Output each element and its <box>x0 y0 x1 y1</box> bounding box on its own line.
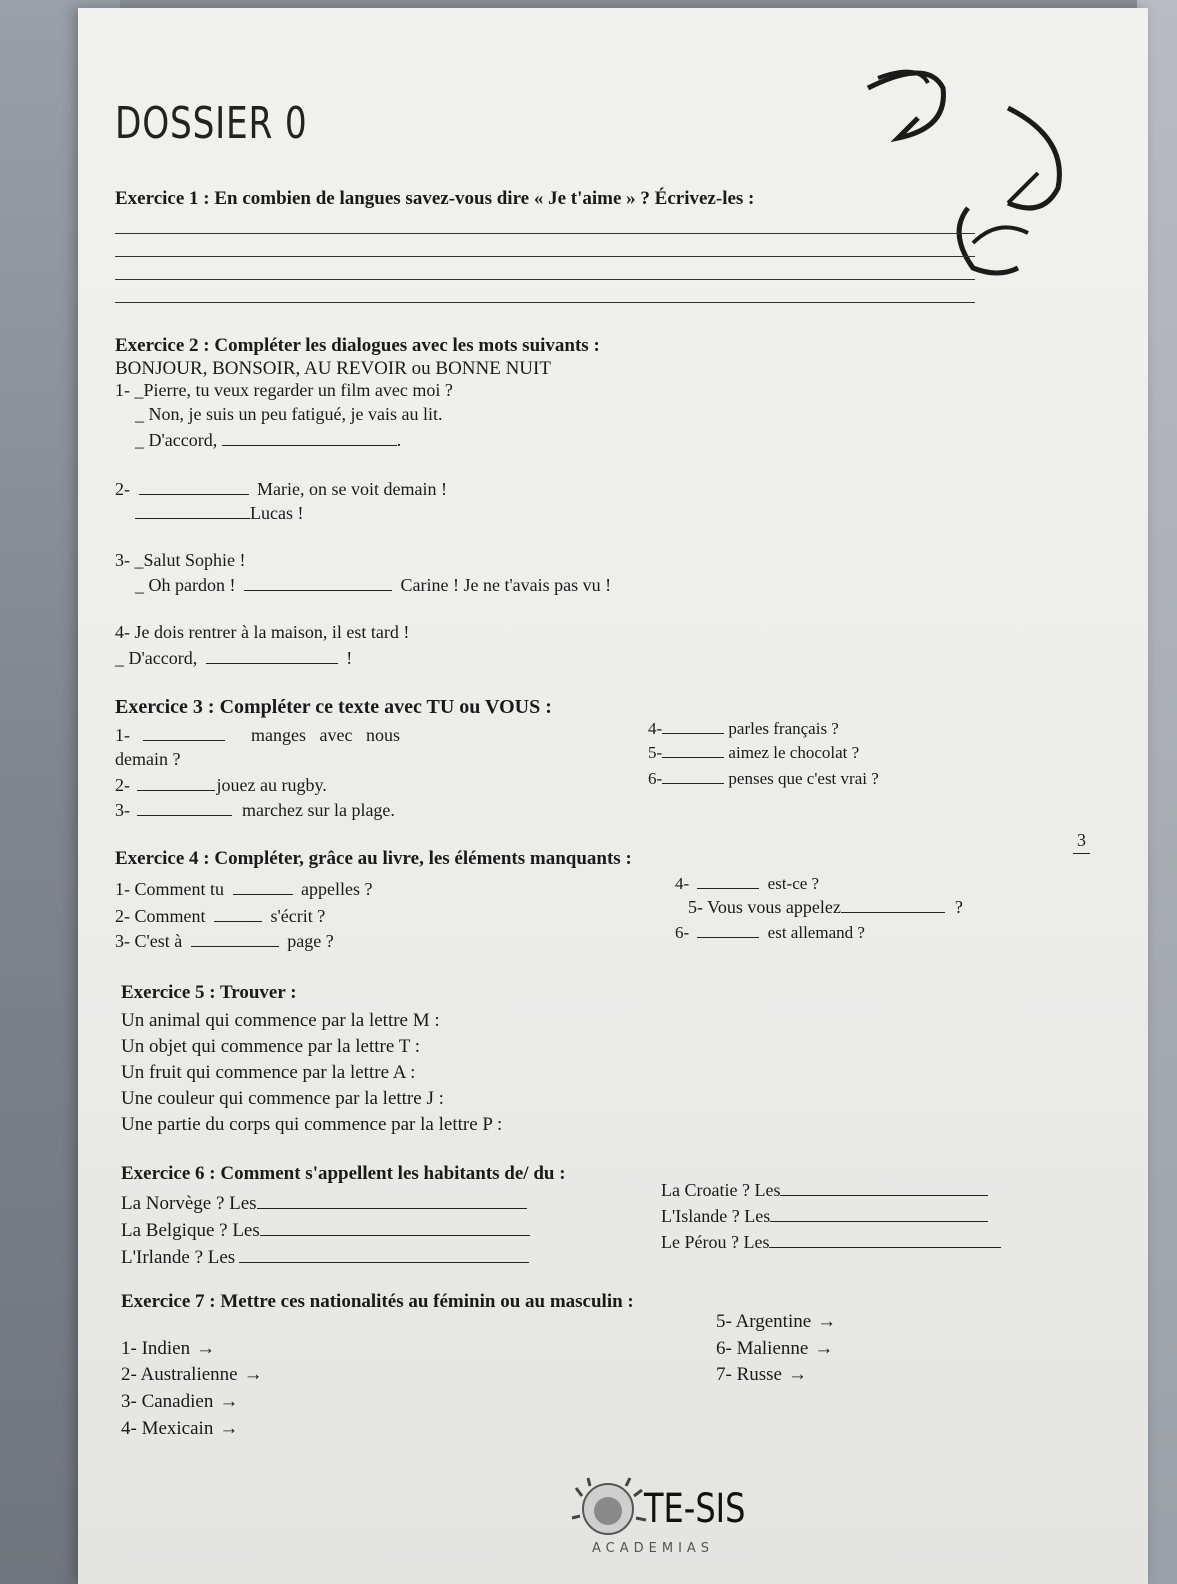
arrow-right-icon: → <box>817 1311 837 1332</box>
ex2-blank-4[interactable] <box>244 574 392 591</box>
ex7-left-4-text: 4- Mexicain <box>121 1418 214 1439</box>
ex5-item-2: Un objet qui commence par la lettre T : <box>121 1036 420 1057</box>
ex4-item-6-text: est allemand ? <box>767 923 865 942</box>
ex6-blank-left-3[interactable] <box>239 1246 529 1263</box>
ex4-item-4 <box>675 872 819 894</box>
ex4-item-3-end: page ? <box>287 931 334 951</box>
ex4-item-4-text: est-ce ? <box>767 874 820 893</box>
ex7-right-3 <box>716 1364 807 1386</box>
ex5-item-5: Une partie du corps qui commence par la lettre P : <box>121 1114 503 1135</box>
ex3-item-4 <box>648 717 839 739</box>
ex3-item-2-text: jouez au rugby. <box>216 775 327 795</box>
ex4-item-3 <box>115 930 334 952</box>
ex5-item-4: Une couleur qui commence par la lettre J : <box>121 1088 444 1109</box>
ex4-item-4-number: 4- <box>675 874 690 893</box>
ex4-blank-6[interactable] <box>697 921 759 938</box>
ex3-blank-1[interactable] <box>143 724 225 741</box>
ex7-left-4 <box>121 1418 238 1440</box>
ex7-right-2-text: 6- Malienne <box>716 1338 809 1359</box>
ex7-right-1 <box>716 1311 836 1333</box>
ex3-item-1-text: manges avec nous <box>251 725 400 745</box>
ex2-d2-line1 <box>115 478 447 500</box>
ex6-blank-left-2[interactable] <box>260 1219 530 1236</box>
ex3-item-6-text: penses que c'est vrai ? <box>728 769 879 788</box>
ex3-blank-6[interactable] <box>662 767 724 784</box>
ex2-d1-line3-end: . <box>396 430 402 450</box>
worksheet-page <box>78 8 1148 1584</box>
ex6-left-1 <box>121 1192 527 1215</box>
ex4-item-6-number: 6- <box>675 923 690 942</box>
ex7-left-2 <box>121 1364 263 1386</box>
ex3-item-5-text: aimez le chocolat ? <box>728 743 860 762</box>
ex2-word-list: BONJOUR, BONSOIR, AU REVOIR ou BONNE NUIT <box>115 358 551 379</box>
lion-logo-icon <box>570 1476 650 1546</box>
decorative-arrows-illustration <box>858 58 1108 298</box>
ex4-blank-1[interactable] <box>233 878 293 895</box>
ex4-title: Exercice 4 : Compléter, grâce au livre, les éléments manquants : <box>115 848 632 869</box>
ex2-blank-5[interactable] <box>206 647 338 664</box>
ex2-d4-line2-end: ! <box>346 648 353 668</box>
ex4-blank-2[interactable] <box>214 905 262 922</box>
ex3-item-3-text: marchez sur la plage. <box>242 800 395 820</box>
arrow-right-icon: → <box>219 1391 239 1412</box>
ex4-item-2-text: 2- Comment <box>115 906 206 926</box>
ex4-item-1-text: 1- Comment tu <box>115 879 224 899</box>
ex3-item-3 <box>115 799 395 821</box>
ex2-d1-line1: 1- _Pierre, tu veux regarder un film avec moi ? <box>115 380 453 400</box>
logo-subtitle: ACADEMIAS <box>592 1541 715 1556</box>
ex4-blank-5[interactable] <box>841 896 945 913</box>
ex7-right-3-text: 7- Russe <box>716 1364 782 1385</box>
ex2-d1-line3-text: _ D'accord, <box>135 430 218 450</box>
ex4-item-2 <box>115 905 325 927</box>
ex6-blank-right-1[interactable] <box>780 1179 988 1196</box>
ex6-blank-left-1[interactable] <box>257 1192 527 1209</box>
ex2-d1-line3 <box>135 429 401 451</box>
ex5-item-1: Un animal qui commence par la lettre M : <box>121 1010 440 1031</box>
ex3-item-1-cont: demain ? <box>115 749 181 769</box>
ex3-blank-2[interactable] <box>137 774 215 791</box>
ex6-title: Exercice 6 : Comment s'appellent les habitants de/ du : <box>121 1163 566 1184</box>
ex3-item-2-number: 2- <box>115 775 130 795</box>
ex6-left-2-text: La Belgique ? Les <box>121 1220 260 1241</box>
ex3-blank-4[interactable] <box>662 717 724 734</box>
ex4-item-5-text: 5- Vous vous appelez <box>688 897 841 917</box>
ex2-blank-1[interactable] <box>222 429 397 446</box>
ex6-left-1-text: La Norvège ? Les <box>121 1193 257 1214</box>
ex2-d3-line2-end: Carine ! Je ne t'avais pas vu ! <box>400 575 612 595</box>
ex7-right-1-text: 5- Argentine <box>716 1311 812 1332</box>
arrow-right-icon: → <box>243 1364 263 1385</box>
arrow-right-icon: → <box>787 1364 807 1385</box>
ex2-d3-line1: 3- _Salut Sophie ! <box>115 550 246 570</box>
ex6-right-3-text: Le Pérou ? Les <box>661 1232 770 1252</box>
ex3-item-4-text: parles français ? <box>728 719 839 738</box>
ex1-answer-line-2 <box>115 256 975 257</box>
ex3-item-1-number: 1- <box>115 725 130 745</box>
ex3-blank-3[interactable] <box>137 799 232 816</box>
page-number: 3 <box>1073 830 1090 854</box>
ex4-item-1 <box>115 878 372 900</box>
ex2-d4-line1: 4- Je dois rentrer à la maison, il est tard ! <box>115 622 410 642</box>
ex4-item-1-end: appelles ? <box>301 879 373 899</box>
ex5-item-3: Un fruit qui commence par la lettre A : <box>121 1062 416 1083</box>
page-title: DOSSIER 0 <box>115 98 308 149</box>
ex3-title: Exercice 3 : Compléter ce texte avec TU ou VOUS : <box>115 696 552 718</box>
ex3-item-5-number: 5- <box>648 743 663 762</box>
ex1-title: Exercice 1 : En combien de langues savez-vous dire « Je t'aime » ? Écrivez-les : <box>115 188 755 209</box>
ex2-d4-line2 <box>115 647 352 669</box>
ex4-item-6 <box>675 921 865 943</box>
ex4-item-3-text: 3- C'est à <box>115 931 183 951</box>
arrow-right-icon: → <box>814 1338 834 1359</box>
ex6-blank-right-2[interactable] <box>770 1205 988 1222</box>
ex7-left-1 <box>121 1338 215 1360</box>
ex3-item-4-number: 4- <box>648 719 663 738</box>
ex7-left-3-text: 3- Canadien <box>121 1391 214 1412</box>
ex6-left-2 <box>121 1219 530 1242</box>
ex3-item-5 <box>648 741 859 763</box>
ex6-left-3 <box>121 1246 529 1269</box>
ex7-title: Exercice 7 : Mettre ces nationalités au féminin ou au masculin : <box>121 1291 634 1312</box>
ex2-d2-line1-text: Marie, on se voit demain ! <box>257 479 447 499</box>
ex6-right-1-text: La Croatie ? Les <box>661 1180 781 1200</box>
ex4-item-5-end: ? <box>954 897 963 917</box>
logo-name: TE-SIS <box>644 1486 746 1532</box>
ex1-answer-line-4 <box>115 302 975 303</box>
ex2-d3-line2 <box>135 574 611 596</box>
ex3-item-6 <box>648 767 879 789</box>
ex4-item-5 <box>688 896 963 918</box>
ex1-answer-line-3 <box>115 279 975 280</box>
ex2-title: Exercice 2 : Compléter les dialogues avec les mots suivants : <box>115 335 600 356</box>
ex7-right-2 <box>716 1338 833 1360</box>
ex2-d1-line2: _ Non, je suis un peu fatigué, je vais au lit. <box>135 404 443 424</box>
ex6-right-2-text: L'Islande ? Les <box>661 1206 771 1226</box>
ex2-blank-3[interactable] <box>135 502 250 519</box>
ex4-item-2-end: s'écrit ? <box>270 906 326 926</box>
ex2-d2-line2-text: Lucas ! <box>250 503 304 523</box>
ex1-answer-line-1 <box>115 233 975 234</box>
ex3-item-3-number: 3- <box>115 800 130 820</box>
ex2-blank-2[interactable] <box>139 478 249 495</box>
ex4-blank-4[interactable] <box>697 872 759 889</box>
ex3-item-2 <box>115 774 327 796</box>
ex7-left-3 <box>121 1391 238 1413</box>
ex2-d3-line2-text: _ Oh pardon ! <box>135 575 236 595</box>
ex3-blank-5[interactable] <box>662 741 724 758</box>
ex7-left-1-text: 1- Indien <box>121 1338 191 1359</box>
arrow-right-icon: → <box>219 1418 239 1439</box>
ex3-item-6-number: 6- <box>648 769 663 788</box>
ex7-left-2-text: 2- Australienne <box>121 1364 238 1385</box>
ex6-right-3 <box>661 1231 1001 1253</box>
ex4-blank-3[interactable] <box>191 930 279 947</box>
ex5-title: Exercice 5 : Trouver : <box>121 982 297 1003</box>
ex3-item-1 <box>115 724 400 746</box>
arrow-right-icon: → <box>196 1338 216 1359</box>
ex2-d2-number: 2- <box>115 479 130 499</box>
ex6-right-1 <box>661 1179 988 1201</box>
ex6-left-3-text: L'Irlande ? Les <box>121 1247 236 1268</box>
ex6-right-2 <box>661 1205 988 1227</box>
ex2-d2-line2 <box>135 502 303 524</box>
ex2-d4-line2-text: _ D'accord, <box>115 648 198 668</box>
ex6-blank-right-3[interactable] <box>769 1231 1001 1248</box>
